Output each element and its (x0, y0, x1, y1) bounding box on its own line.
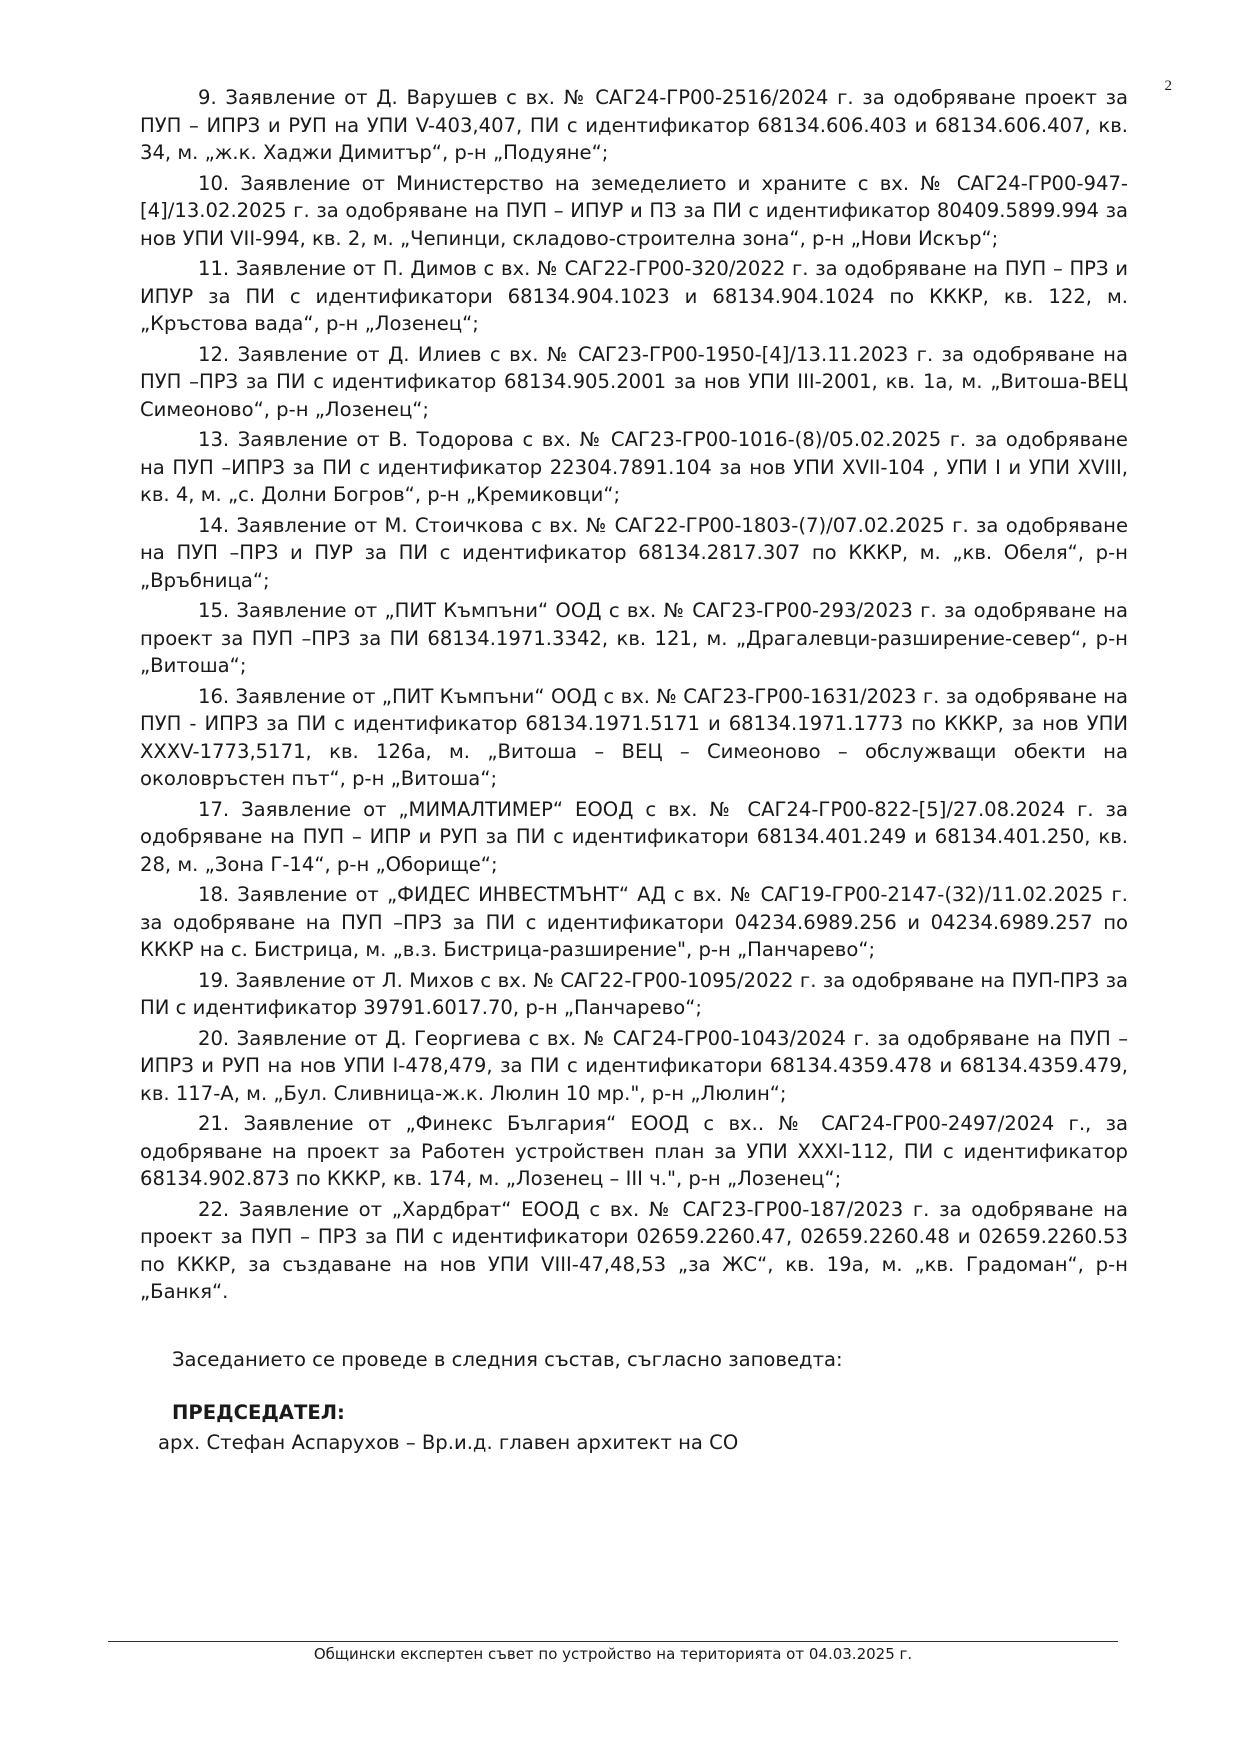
agenda-item-15: 15. Заявление от „ПИТ Къмпъни“ ООД с вх. № САГ23-ГР00-293/2023 г. за одобряване на проект за ПУП –ПРЗ за ПИ 68134.1971.3342, кв. 121, м. „Драгалевци-разширение-север“, р-н „Витоша“; (140, 599, 1128, 677)
agenda-item-10: 10. Заявление от Министерство на земеделието и храните с вх. № САГ24-ГР00-947-[4]/13.02.2025 г. за одобряване на ПУП – ИПУР и ПЗ за ПИ с идентификатор 80409.5899.994 за нов УПИ VII-994, кв. 2, м. „Чепинци, складово-строителна зона“, р-н „Нови Искър“; (140, 171, 1128, 250)
agenda-item-20: 20. Заявление от Д. Георгиева с вх. № САГ24-ГР00-1043/2024 г. за одобряване на ПУП – ИПРЗ и РУП на нов УПИ I-478,479, за ПИ с идентификатори 68134.4359.478 и 68134.4359.479, кв. 117-А, м. „Бул. Сливница-ж.к. Люлин 10 мр.", р-н „Люлин“; (140, 1026, 1128, 1105)
page-footer: Общински експертен съвет по устройство на територията от 04.03.2025 г. (313, 1645, 913, 1663)
agenda-item-11: 11. Заявление от П. Димов с вх. № САГ22-ГР00-320/2022 г. за одобряване на ПУП – ПРЗ и ИПУР за ПИ с идентификатори 68134.904.1023 и 68134.904.1024 по КККР, кв. 122, м. „Кръстова вада“, р-н „Лозенец“; (140, 257, 1128, 335)
agenda-item-16: 16. Заявление от „ПИТ Къмпъни“ ООД с вх. № САГ23-ГР00-1631/2023 г. за одобряване на ПУП - ИПРЗ за ПИ с идентификатор 68134.1971.5171 и 68134.1971.1773 по КККР, за нов УПИ XXXV-1773,5171, кв. 126а, м. „Витоша – ВЕЦ – Симеоново – обслужващи обекти на околовръстен път“, р-н „Витоша“; (140, 684, 1128, 790)
document-body (140, 84, 1128, 1456)
agenda-item-22: 22. Заявление от „Хардбрат“ ЕООД с вх. № САГ23-ГР00-187/2023 г. за одобряване на проект за ПУП – ПРЗ за ПИ с идентификатори 02659.2260.47, 02659.2260.48 и 02659.2260.53 по КККР, за създаване на нов УПИ VIII-47,48,53 „за ЖС“, кв. 19а, м. „кв. Градоман“, р-н „Банкя“. (140, 1197, 1128, 1303)
agenda-item-14: 14. Заявление от М. Стоичкова с вх. № САГ22-ГР00-1803-(7)/07.02.2025 г. за одобряване на ПУП –ПРЗ и ПУР за ПИ с идентификатор 68134.2817.307 по КККР, м. „кв. Обеля“, р-н „Връбница“; (140, 513, 1128, 592)
chair-name: арх. Стефан Аспарухов – Вр.и.д. главен архитект на СО (158, 1430, 739, 1454)
page-number: 2 (1164, 78, 1172, 94)
agenda-item-19: 19. Заявление от Л. Михов с вх. № САГ22-ГР00-1095/2022 г. за одобряване на ПУП-ПРЗ за ПИ с идентификатор 39791.6017.70, р-н „Панчарево“; (140, 968, 1128, 1019)
agenda-item-12: 12. Заявление от Д. Илиев с вх. № САГ23-ГР00-1950-[4]/13.11.2023 г. за одобряване на ПУП –ПРЗ за ПИ с идентификатор 68134.905.2001 за нов УПИ III-2001, кв. 1а, м. „Витоша-ВЕЦ Симеоново“, р-н „Лозенец“; (140, 342, 1128, 421)
agenda-item-9: 9. Заявление от Д. Варушев с вх. № САГ24-ГР00-2516/2024 г. за одобряване проект за ПУП – ИПРЗ и РУП на УПИ V-403,407, ПИ с идентификатор 68134.606.403 и 68134.606.407, кв. 34, м. „ж.к. Хаджи Димитър“, р-н „Подуяне“; (140, 86, 1128, 164)
agenda-item-13: 13. Заявление от В. Тодорова с вх. № САГ23-ГР00-1016-(8)/05.02.2025 г. за одобряване на ПУП –ИПРЗ за ПИ с идентификатор 22304.7891.104 за нов УПИ XVII-104 , УПИ I и УПИ XVIII, кв. 4, м. „с. Долни Богров“, р-н „Кремиковци“; (140, 428, 1128, 506)
agenda-item-18: 18. Заявление от „ФИДЕС ИНВЕСТМЪНТ“ АД с вх. № САГ19-ГР00-2147-(32)/11.02.2025 г. за одобряване на ПУП –ПРЗ за ПИ с идентификатори 04234.6989.256 и 04234.6989.257 по КККР на с. Бистрица, м. „в.з. Бистрица-разширение", р-н „Панчарево“; (140, 883, 1128, 961)
agenda-item-21: 21. Заявление от „Финекс България“ ЕООД с вх.. № САГ24-ГР00-2497/2024 г., за одобряване на проект за Работен устройствен план за УПИ XXXI-112, ПИ с идентификатор 68134.902.873 по КККР, кв. 174, м. „Лозенец – III ч.", р-н „Лозенец“; (140, 1112, 1128, 1190)
chair-title: ПРЕДСЕДАТЕЛ: (172, 1401, 345, 1424)
agenda-item-17: 17. Заявление от „МИМАЛТИМЕР“ ЕООД с вх. № САГ24-ГР00-822-[5]/27.08.2024 г. за одобряване на ПУП – ИПР и РУП за ПИ с идентификатори 68134.401.249 и 68134.401.250, кв. 28, м. „Зона Г-14“, р-н „Оборище“; (140, 797, 1128, 876)
session-composition-intro: Заседанието се проведе в следния състав, съгласно заповедта: (172, 1347, 843, 1371)
footer-divider (108, 1641, 1118, 1642)
